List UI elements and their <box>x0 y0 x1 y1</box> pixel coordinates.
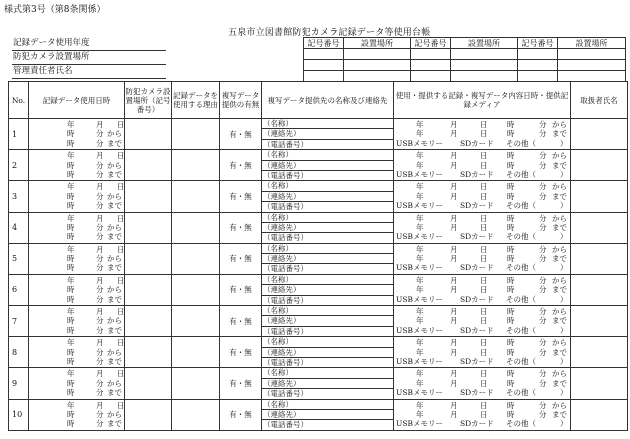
row-number: 8 <box>9 337 29 368</box>
reason-cell[interactable] <box>172 337 220 368</box>
camera-cell[interactable] <box>125 337 172 368</box>
recipient-cell[interactable]: （名称） （連絡先） （電話番号） <box>262 119 394 150</box>
camera-cell[interactable] <box>125 243 172 274</box>
copy-choice[interactable]: 有・無 <box>220 243 262 274</box>
col-reason: 記録データを使用する理由 <box>172 82 220 119</box>
cam-cell[interactable] <box>304 60 344 71</box>
camera-cell[interactable] <box>125 306 172 337</box>
reason-cell[interactable] <box>172 368 220 399</box>
usage-datetime[interactable]: 年 月 日 時 分 から 時 分 まで <box>29 337 125 368</box>
row-number: 2 <box>9 150 29 181</box>
record-cell[interactable]: 年 月 日 時 分 から 年 月 日 時 分 まで USBメモリー SDカード その他（ ） <box>394 337 571 368</box>
copy-choice[interactable]: 有・無 <box>220 274 262 305</box>
cam-cell[interactable] <box>558 60 626 71</box>
row-number: 7 <box>9 306 29 337</box>
receiver-cell[interactable] <box>571 119 628 150</box>
cam-cell[interactable] <box>344 71 411 82</box>
cam-cell[interactable] <box>411 60 451 71</box>
cam-header: 設置場所 <box>451 38 518 49</box>
record-cell[interactable]: 年 月 日 時 分 から 年 月 日 時 分 まで USBメモリー SDカード その他（ ） <box>394 274 571 305</box>
camera-cell[interactable] <box>125 399 172 430</box>
field-camera-location[interactable]: 防犯カメラ設置場所 <box>12 51 166 65</box>
recipient-cell[interactable]: （名称） （連絡先） （電話番号） <box>262 337 394 368</box>
record-cell[interactable]: 年 月 日 時 分 から 年 月 日 時 分 まで USBメモリー SDカード その他（ ） <box>394 368 571 399</box>
copy-choice[interactable]: 有・無 <box>220 212 262 243</box>
record-cell[interactable]: 年 月 日 時 分 から 年 月 日 時 分 まで USBメモリー SDカード その他（ ） <box>394 181 571 212</box>
record-cell[interactable]: 年 月 日 時 分 から 年 月 日 時 分 まで USBメモリー SDカード その他（ ） <box>394 150 571 181</box>
usage-datetime[interactable]: 年 月 日 時 分 から 時 分 まで <box>29 274 125 305</box>
reason-cell[interactable] <box>172 243 220 274</box>
col-camera: 防犯カメラ設置場所（記号番号） <box>125 82 172 119</box>
camera-cell[interactable] <box>125 368 172 399</box>
col-no: No. <box>9 82 29 119</box>
copy-choice[interactable]: 有・無 <box>220 306 262 337</box>
cam-header: 設置場所 <box>558 38 626 49</box>
table-row <box>9 243 628 274</box>
table-row <box>9 181 628 212</box>
usage-datetime[interactable]: 年 月 日 時 分 から 時 分 まで <box>29 150 125 181</box>
record-cell[interactable]: 年 月 日 時 分 から 年 月 日 時 分 まで USBメモリー SDカード その他（ ） <box>394 243 571 274</box>
row-number: 9 <box>9 368 29 399</box>
col-recipient: 複写データ提供先の名称及び連絡先 <box>262 82 394 119</box>
copy-choice[interactable]: 有・無 <box>220 181 262 212</box>
receiver-cell[interactable] <box>571 306 628 337</box>
record-cell[interactable]: 年 月 日 時 分 から 年 月 日 時 分 まで USBメモリー SDカード その他（ ） <box>394 119 571 150</box>
copy-choice[interactable]: 有・無 <box>220 368 262 399</box>
copy-choice[interactable]: 有・無 <box>220 150 262 181</box>
camera-location-table <box>303 37 626 82</box>
recipient-cell[interactable]: （名称） （連絡先） （電話番号） <box>262 399 394 430</box>
cam-cell[interactable] <box>304 49 344 60</box>
col-date: 記録データ使用日時 <box>29 82 125 119</box>
cam-cell[interactable] <box>411 49 451 60</box>
recipient-cell[interactable]: （名称） （連絡先） （電話番号） <box>262 150 394 181</box>
cam-cell[interactable] <box>518 60 558 71</box>
camera-cell[interactable] <box>125 212 172 243</box>
cam-header: 記号番号 <box>304 38 344 49</box>
recipient-cell[interactable]: （名称） （連絡先） （電話番号） <box>262 306 394 337</box>
table-row <box>9 119 628 150</box>
cam-cell[interactable] <box>344 60 411 71</box>
receiver-cell[interactable] <box>571 274 628 305</box>
receiver-cell[interactable] <box>571 212 628 243</box>
recipient-cell[interactable]: （名称） （連絡先） （電話番号） <box>262 368 394 399</box>
reason-cell[interactable] <box>172 274 220 305</box>
reason-cell[interactable] <box>172 119 220 150</box>
recipient-cell[interactable]: （名称） （連絡先） （電話番号） <box>262 181 394 212</box>
recipient-cell[interactable]: （名称） （連絡先） （電話番号） <box>262 212 394 243</box>
receiver-cell[interactable] <box>571 337 628 368</box>
left-fields <box>12 37 166 79</box>
row-number: 10 <box>9 399 29 430</box>
usage-datetime[interactable]: 年 月 日 時 分 から 時 分 まで <box>29 306 125 337</box>
copy-choice[interactable]: 有・無 <box>220 399 262 430</box>
cam-cell[interactable] <box>451 71 518 82</box>
page-title: 五泉市立図書館防犯カメラ記録データ等使用台帳 <box>228 28 431 38</box>
record-cell[interactable]: 年 月 日 時 分 から 年 月 日 時 分 まで USBメモリー SDカード その他（ ） <box>394 306 571 337</box>
copy-choice[interactable]: 有・無 <box>220 337 262 368</box>
copy-choice[interactable]: 有・無 <box>220 119 262 150</box>
reason-cell[interactable] <box>172 399 220 430</box>
cam-header: 記号番号 <box>411 38 451 49</box>
reason-cell[interactable] <box>172 212 220 243</box>
receiver-cell[interactable] <box>571 243 628 274</box>
table-row <box>9 306 628 337</box>
table-row <box>9 150 628 181</box>
table-row <box>9 399 628 430</box>
row-number: 1 <box>9 119 29 150</box>
receiver-cell[interactable] <box>571 150 628 181</box>
cam-cell[interactable] <box>558 49 626 60</box>
form-number: 様式第3号（第8条関係） <box>4 5 106 15</box>
row-number: 4 <box>9 212 29 243</box>
camera-cell[interactable] <box>125 119 172 150</box>
row-number: 5 <box>9 243 29 274</box>
receiver-cell[interactable] <box>571 399 628 430</box>
cam-cell[interactable] <box>411 71 451 82</box>
row-number: 3 <box>9 181 29 212</box>
cam-cell[interactable] <box>451 49 518 60</box>
usage-datetime[interactable]: 年 月 日 時 分 から 時 分 まで <box>29 399 125 430</box>
table-row <box>9 337 628 368</box>
field-manager-name[interactable]: 管理責任者氏名 <box>12 65 166 79</box>
usage-datetime[interactable]: 年 月 日 時 分 から 時 分 まで <box>29 243 125 274</box>
recipient-cell[interactable]: （名称） （連絡先） （電話番号） <box>262 243 394 274</box>
cam-cell[interactable] <box>344 49 411 60</box>
reason-cell[interactable] <box>172 150 220 181</box>
cam-header: 記号番号 <box>518 38 558 49</box>
table-row <box>9 274 628 305</box>
table-row <box>9 212 628 243</box>
usage-datetime[interactable]: 年 月 日 時 分 から 時 分 まで <box>29 368 125 399</box>
record-cell[interactable]: 年 月 日 時 分 から 年 月 日 時 分 まで USBメモリー SDカード その他（ ） <box>394 399 571 430</box>
receiver-cell[interactable] <box>571 181 628 212</box>
cam-cell[interactable] <box>518 71 558 82</box>
camera-cell[interactable] <box>125 274 172 305</box>
row-number: 6 <box>9 274 29 305</box>
col-copy: 複写データ提供の有無 <box>220 82 262 119</box>
receiver-cell[interactable] <box>571 368 628 399</box>
record-cell[interactable]: 年 月 日 時 分 から 年 月 日 時 分 まで USBメモリー SDカード その他（ ） <box>394 212 571 243</box>
reason-cell[interactable] <box>172 306 220 337</box>
cam-header: 設置場所 <box>344 38 411 49</box>
usage-table <box>8 81 628 431</box>
cam-cell[interactable] <box>451 60 518 71</box>
table-row <box>9 368 628 399</box>
col-record: 使用・提供する記録・複写データ内容日時・提供記録メディア <box>394 82 571 119</box>
usage-datetime[interactable]: 年 月 日 時 分 から 時 分 まで <box>29 119 125 150</box>
cam-cell[interactable] <box>304 71 344 82</box>
field-year[interactable]: 記録データ使用年度 <box>12 37 166 51</box>
cam-cell[interactable] <box>518 49 558 60</box>
col-receiver: 取扱者氏名 <box>571 82 628 119</box>
camera-cell[interactable] <box>125 150 172 181</box>
usage-datetime[interactable]: 年 月 日 時 分 から 時 分 まで <box>29 181 125 212</box>
usage-datetime[interactable]: 年 月 日 時 分 から 時 分 まで <box>29 212 125 243</box>
recipient-cell[interactable]: （名称） （連絡先） （電話番号） <box>262 274 394 305</box>
camera-cell[interactable] <box>125 181 172 212</box>
cam-cell[interactable] <box>558 71 626 82</box>
reason-cell[interactable] <box>172 181 220 212</box>
